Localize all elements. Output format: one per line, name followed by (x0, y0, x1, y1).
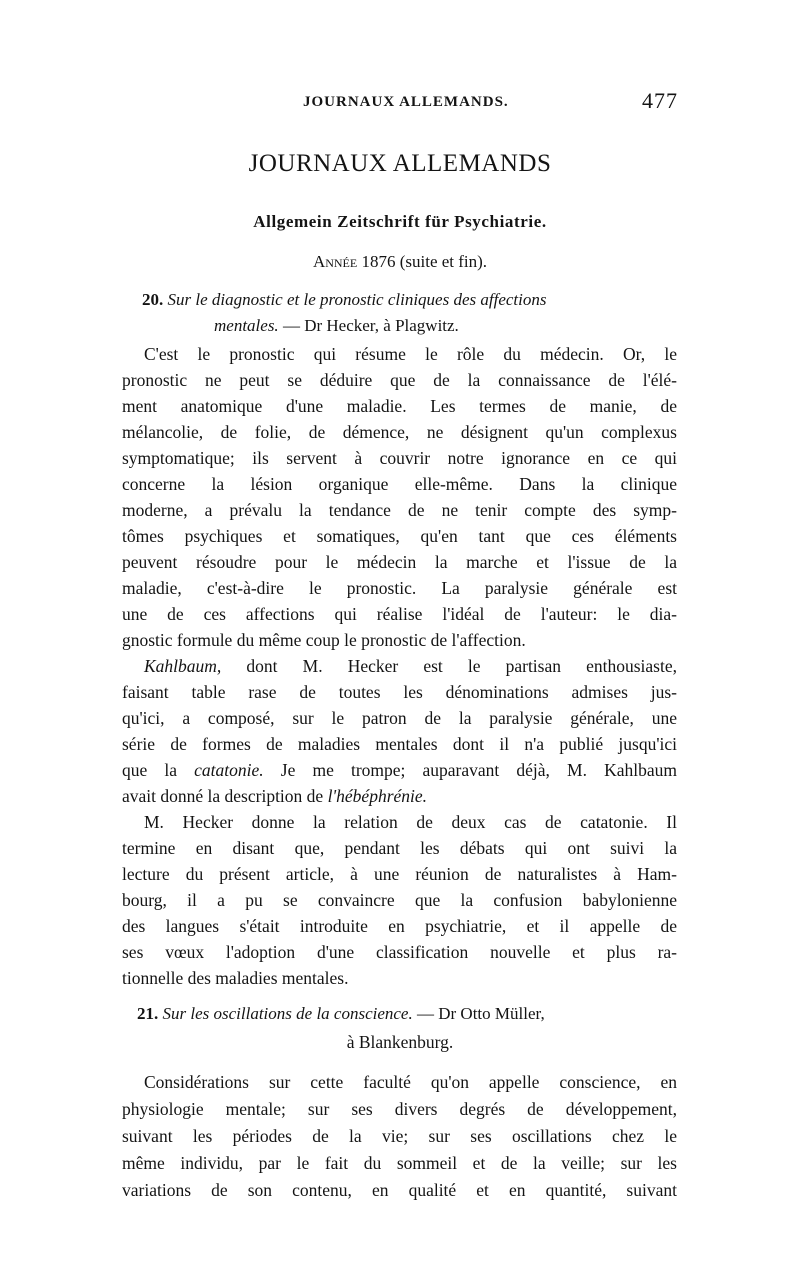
article-20-title: Sur le diagnostic et le pronostic cliniques des affections (167, 290, 547, 309)
article-20-heading-line2 (214, 312, 754, 339)
paragraph-line: concerne la lésion organique elle-même. Dans la clinique (122, 474, 677, 494)
paragraph-line: série de formes de maladies mentales dont il n'a publié jusqu'ici (122, 734, 677, 754)
article-20-number: 20. (142, 290, 164, 309)
year-value: 1876 (suite et fin). (361, 252, 488, 271)
line-text: que la (122, 760, 195, 780)
paragraph-line: même individu, par le fait du sommeil et de la veille; sur les (122, 1153, 677, 1173)
article-20-heading (142, 286, 682, 313)
article-20-title-cont: mentales. (214, 316, 279, 335)
paragraph-line (144, 654, 677, 678)
year-label: Année (312, 252, 358, 271)
page-title: JOURNAUX ALLEMANDS (248, 150, 552, 177)
italic-name: Kahlbaum, (144, 656, 222, 676)
line-text: Je me trompe; auparavant déjà, M. Kahlbaum (263, 760, 677, 780)
running-head-title: JOURNAUX ALLEMANDS. (303, 94, 509, 110)
page-number: 477 (642, 88, 678, 113)
paragraph-line: Considérations sur cette faculté qu'on appelle conscience, en (144, 1072, 677, 1092)
paragraph-line: tionnelle des maladies mentales. (122, 968, 349, 988)
article-21-place: à Blankenburg. (346, 1032, 454, 1052)
paragraph-line: des langues s'était introduite en psychiatrie, et il appelle de (122, 916, 677, 936)
paragraph-line: gnostic formule du même coup le pronostic de l'affection. (122, 630, 526, 650)
paragraph-line: peuvent résoudre pour le médecin la marche et l'issue de la (122, 552, 677, 572)
paragraph-line: bourg, il a pu se convaincre que la confusion babylonienne (122, 890, 677, 910)
paragraph-line: ment anatomique d'une maladie. Les termes de manie, de (122, 396, 677, 416)
paragraph-line: tômes psychiques et somatiques, qu'en tant que ces éléments (122, 526, 677, 546)
article-21-author: — Dr Otto Müller, (416, 1004, 545, 1023)
paragraph-line: lecture du présent article, à une réunion de naturalistes à Ham- (122, 864, 677, 884)
paragraph-line: M. Hecker donne la relation de deux cas de catatonie. Il (144, 812, 677, 832)
paragraph-line: termine en disant que, pendant les débats qui ont suivi la (122, 838, 677, 858)
paragraph-line: maladie, c'est-à-dire le pronostic. La paralysie générale est (122, 578, 677, 598)
italic-term: l'hébéphrénie. (327, 786, 428, 806)
line-text: avait donné la description de (122, 786, 328, 806)
paragraph-line: mélancolie, de folie, de démence, ne désignent qu'un complexus (122, 422, 677, 442)
paragraph-line: variations de son contenu, en qualité et en quantité, suivant (122, 1180, 677, 1200)
paragraph-line: pronostic ne peut se déduire que de la connaissance de l'élé- (122, 370, 677, 390)
paragraph-line: symptomatique; ils servent à couvrir notre ignorance en ce qui (122, 448, 677, 468)
year-line (0, 252, 800, 272)
article-21-title: Sur les oscillations de la conscience. (162, 1004, 413, 1023)
article-20-author: — Dr Hecker, à Plagwitz. (282, 316, 459, 335)
running-head (118, 88, 678, 116)
paragraph-line: qu'ici, a composé, sur le patron de la paralysie générale, une (122, 708, 677, 728)
article-21-number: 21. (137, 1004, 159, 1023)
paragraph-line: moderne, a prévalu la tendance de ne tenir compte des symp- (122, 500, 677, 520)
article-21-heading (137, 1000, 677, 1027)
paragraph-line: C'est le pronostic qui résume le rôle du médecin. Or, le (144, 344, 677, 364)
italic-term: catatonie. (194, 760, 264, 780)
paragraph-line (122, 784, 677, 808)
paragraph-line: une de ces affections qui réalise l'idéal de l'auteur: le dia- (122, 604, 677, 624)
paragraph-line: faisant table rase de toutes les dénominations admises jus- (122, 682, 677, 702)
line-text: dont M. Hecker est le partisan enthousiaste, (221, 656, 677, 676)
paragraph-line: physiologie mentale; sur ses divers degrés de développement, (122, 1099, 677, 1119)
paragraph-line: ses vœux l'adoption d'une classification nouvelle et plus ra- (122, 942, 677, 962)
paragraph-line (122, 758, 677, 782)
paragraph-line: suivant les périodes de la vie; sur ses oscillations chez le (122, 1126, 677, 1146)
journal-name: Allgemein Zeitschrift für Psychiatrie. (253, 212, 547, 231)
